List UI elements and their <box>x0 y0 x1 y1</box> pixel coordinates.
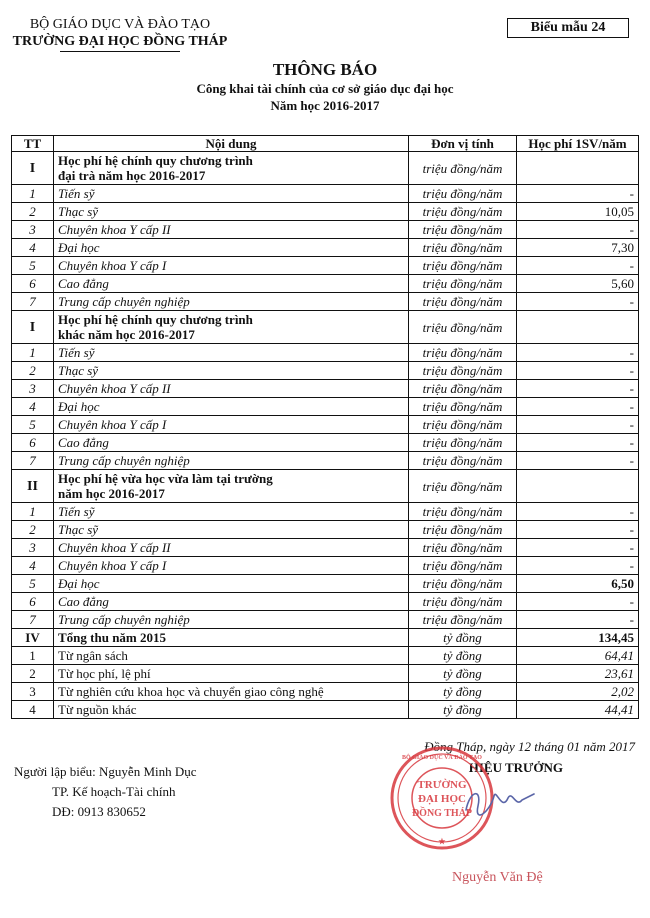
cell-fee <box>517 152 639 185</box>
cell-fee: 44,41 <box>517 701 639 719</box>
cell-content: Chuyên khoa Y cấp I <box>54 416 409 434</box>
cell-unit: triệu đồng/năm <box>409 398 517 416</box>
cell-content: Thạc sỹ <box>54 521 409 539</box>
cell-content: Chuyên khoa Y cấp I <box>54 257 409 275</box>
table-row <box>12 521 639 539</box>
cell-tt: 2 <box>12 665 54 683</box>
cell-unit: triệu đồng/năm <box>409 539 517 557</box>
cell-unit: triệu đồng/năm <box>409 344 517 362</box>
cell-fee: 2,02 <box>517 683 639 701</box>
cell-unit: triệu đồng/năm <box>409 521 517 539</box>
cell-unit: triệu đồng/năm <box>409 611 517 629</box>
table-row <box>12 452 639 470</box>
cell-unit: triệu đồng/năm <box>409 557 517 575</box>
cell-content: Chuyên khoa Y cấp II <box>54 221 409 239</box>
cell-fee: - <box>517 416 639 434</box>
cell-content: Đại học <box>54 239 409 257</box>
cell-tt: 3 <box>12 539 54 557</box>
table-row <box>12 293 639 311</box>
fee-table-body <box>12 152 639 719</box>
table-row <box>12 344 639 362</box>
cell-tt: 5 <box>12 257 54 275</box>
cell-tt: 2 <box>12 362 54 380</box>
document-title: THÔNG BÁO <box>272 60 378 79</box>
cell-tt: 2 <box>12 521 54 539</box>
preparer-department: TP. Kế hoạch-Tài chính <box>52 784 176 799</box>
cell-fee: - <box>517 611 639 629</box>
cell-unit: triệu đồng/năm <box>409 239 517 257</box>
cell-fee: 23,61 <box>517 665 639 683</box>
cell-unit: triệu đồng/năm <box>409 311 517 344</box>
signature-graphic <box>460 782 540 822</box>
cell-tt: 1 <box>12 344 54 362</box>
cell-content: Đại học <box>54 575 409 593</box>
cell-content: Thạc sỹ <box>54 362 409 380</box>
cell-unit: triệu đồng/năm <box>409 293 517 311</box>
cell-tt: 3 <box>12 380 54 398</box>
signer-name: Nguyễn Văn Đệ <box>452 870 543 885</box>
cell-tt: 6 <box>12 593 54 611</box>
cell-tt: IV <box>12 629 54 647</box>
table-row <box>12 275 639 293</box>
table-row <box>12 398 639 416</box>
cell-unit: triệu đồng/năm <box>409 362 517 380</box>
date-line: Đồng Tháp, ngày 12 tháng 01 năm 2017 <box>424 739 635 754</box>
cell-fee <box>517 311 639 344</box>
cell-fee: - <box>517 503 639 521</box>
table-row <box>12 539 639 557</box>
school-name: TRƯỜNG ĐẠI HỌC ĐỒNG THÁP <box>12 34 228 49</box>
cell-content: Chuyên khoa Y cấp II <box>54 539 409 557</box>
table-row <box>12 611 639 629</box>
preparer-block <box>14 762 197 822</box>
cell-content: Tổng thu năm 2015 <box>54 629 409 647</box>
cell-content: Trung cấp chuyên nghiệp <box>54 611 409 629</box>
cell-tt: 7 <box>12 293 54 311</box>
cell-fee <box>517 470 639 503</box>
table-section-row <box>12 311 639 344</box>
cell-tt: 2 <box>12 203 54 221</box>
cell-fee: - <box>517 380 639 398</box>
header-underline <box>60 51 180 52</box>
cell-fee: 134,45 <box>517 629 639 647</box>
cell-fee: - <box>517 221 639 239</box>
cell-fee: 6,50 <box>517 575 639 593</box>
cell-fee: - <box>517 557 639 575</box>
cell-content: Học phí hệ chính quy chương trình khác năm học 2016-2017 <box>54 311 409 344</box>
cell-fee: - <box>517 539 639 557</box>
cell-fee: 10,05 <box>517 203 639 221</box>
preparer-phone: DĐ: 0913 830652 <box>52 804 146 819</box>
cell-content: Học phí hệ vừa học vừa làm tại trường năm học 2016-2017 <box>54 470 409 503</box>
table-section-row <box>12 152 639 185</box>
cell-content: Từ học phí, lệ phí <box>54 665 409 683</box>
cell-tt: I <box>12 152 54 185</box>
table-row <box>12 257 639 275</box>
cell-content: Trung cấp chuyên nghiệp <box>54 452 409 470</box>
cell-tt: 4 <box>12 398 54 416</box>
cell-fee: - <box>517 185 639 203</box>
svg-text:ĐẠI HỌC: ĐẠI HỌC <box>418 793 466 805</box>
svg-text:★: ★ <box>438 837 446 846</box>
cell-unit: triệu đồng/năm <box>409 593 517 611</box>
cell-tt: 1 <box>12 185 54 203</box>
cell-unit: triệu đồng/năm <box>409 452 517 470</box>
cell-unit: tỷ đồng <box>409 665 517 683</box>
cell-unit: triệu đồng/năm <box>409 185 517 203</box>
table-row <box>12 203 639 221</box>
cell-unit: triệu đồng/năm <box>409 434 517 452</box>
table-row <box>12 380 639 398</box>
cell-content: Chuyên khoa Y cấp II <box>54 380 409 398</box>
cell-content: Cao đẳng <box>54 275 409 293</box>
cell-unit: triệu đồng/năm <box>409 257 517 275</box>
cell-unit: triệu đồng/năm <box>409 203 517 221</box>
cell-tt: 7 <box>12 611 54 629</box>
header-tt: TT <box>12 136 54 152</box>
header-org <box>10 16 230 52</box>
cell-tt: 6 <box>12 434 54 452</box>
cell-tt: 1 <box>12 647 54 665</box>
cell-unit: tỷ đồng <box>409 647 517 665</box>
cell-unit: tỷ đồng <box>409 683 517 701</box>
cell-content: Đại học <box>54 398 409 416</box>
form-label: Biểu mẫu 24 <box>507 18 629 38</box>
table-row <box>12 362 639 380</box>
table-row <box>12 593 639 611</box>
cell-fee: - <box>517 257 639 275</box>
cell-fee: 7,30 <box>517 239 639 257</box>
cell-unit: triệu đồng/năm <box>409 470 517 503</box>
cell-unit: tỷ đồng <box>409 701 517 719</box>
header-unit: Đơn vị tính <box>409 136 517 152</box>
header-content: Nội dung <box>54 136 409 152</box>
cell-tt: 7 <box>12 452 54 470</box>
table-row <box>12 434 639 452</box>
cell-unit: triệu đồng/năm <box>409 152 517 185</box>
cell-content: Học phí hệ chính quy chương trình đại trà năm học 2016-2017 <box>54 152 409 185</box>
cell-tt: 4 <box>12 701 54 719</box>
cell-fee: - <box>517 344 639 362</box>
table-section-row <box>12 629 639 647</box>
cell-tt: 3 <box>12 221 54 239</box>
cell-fee: 64,41 <box>517 647 639 665</box>
cell-unit: triệu đồng/năm <box>409 275 517 293</box>
table-row <box>12 185 639 203</box>
ministry-name: BỘ GIÁO DỤC VÀ ĐÀO TẠO <box>29 17 211 32</box>
header-fee: Học phí 1SV/năm <box>517 136 639 152</box>
cell-fee: - <box>517 434 639 452</box>
document-titles <box>0 60 650 114</box>
document-subtitle: Công khai tài chính của cơ sở giáo dục đại học <box>196 81 454 96</box>
table-section-row <box>12 470 639 503</box>
table-row <box>12 665 639 683</box>
cell-unit: tỷ đồng <box>409 629 517 647</box>
table-row <box>12 416 639 434</box>
svg-text:TRƯỜNG: TRƯỜNG <box>417 779 467 791</box>
svg-text:ĐỒNG THÁP: ĐỒNG THÁP <box>411 808 473 819</box>
document-year: Năm học 2016-2017 <box>270 98 380 113</box>
cell-content: Cao đẳng <box>54 434 409 452</box>
cell-content: Từ ngân sách <box>54 647 409 665</box>
cell-content: Tiến sỹ <box>54 503 409 521</box>
table-row <box>12 647 639 665</box>
cell-tt: 4 <box>12 557 54 575</box>
cell-fee: 5,60 <box>517 275 639 293</box>
table-row <box>12 239 639 257</box>
cell-unit: triệu đồng/năm <box>409 416 517 434</box>
fee-table <box>11 135 639 719</box>
cell-tt: 6 <box>12 275 54 293</box>
cell-content: Cao đẳng <box>54 593 409 611</box>
table-row <box>12 683 639 701</box>
cell-tt: I <box>12 311 54 344</box>
cell-content: Từ nghiên cứu khoa học và chuyển giao công nghệ <box>54 683 409 701</box>
table-header-row <box>12 136 639 152</box>
cell-content: Thạc sỹ <box>54 203 409 221</box>
cell-fee: - <box>517 398 639 416</box>
cell-unit: triệu đồng/năm <box>409 503 517 521</box>
cell-tt: 5 <box>12 416 54 434</box>
table-row <box>12 701 639 719</box>
table-row <box>12 503 639 521</box>
cell-content: Tiến sỹ <box>54 185 409 203</box>
cell-fee: - <box>517 593 639 611</box>
cell-content: Chuyên khoa Y cấp I <box>54 557 409 575</box>
table-row <box>12 575 639 593</box>
cell-unit: triệu đồng/năm <box>409 380 517 398</box>
cell-tt: 1 <box>12 503 54 521</box>
cell-tt: 5 <box>12 575 54 593</box>
cell-tt: 3 <box>12 683 54 701</box>
cell-fee: - <box>517 521 639 539</box>
table-row <box>12 221 639 239</box>
cell-content: Tiến sỹ <box>54 344 409 362</box>
cell-tt: II <box>12 470 54 503</box>
cell-content: Từ nguồn khác <box>54 701 409 719</box>
svg-text:BỘ GIÁO DỤC VÀ ĐÀO TẠO: BỘ GIÁO DỤC VÀ ĐÀO TẠO <box>402 755 482 761</box>
cell-fee: - <box>517 452 639 470</box>
cell-content: Trung cấp chuyên nghiệp <box>54 293 409 311</box>
table-row <box>12 557 639 575</box>
cell-fee: - <box>517 362 639 380</box>
cell-unit: triệu đồng/năm <box>409 221 517 239</box>
preparer-name: Người lập biểu: Nguyễn Minh Dục <box>14 764 197 779</box>
cell-tt: 4 <box>12 239 54 257</box>
cell-unit: triệu đồng/năm <box>409 575 517 593</box>
signer-title: HIỆU TRƯỞNG <box>468 760 563 775</box>
cell-fee: - <box>517 293 639 311</box>
